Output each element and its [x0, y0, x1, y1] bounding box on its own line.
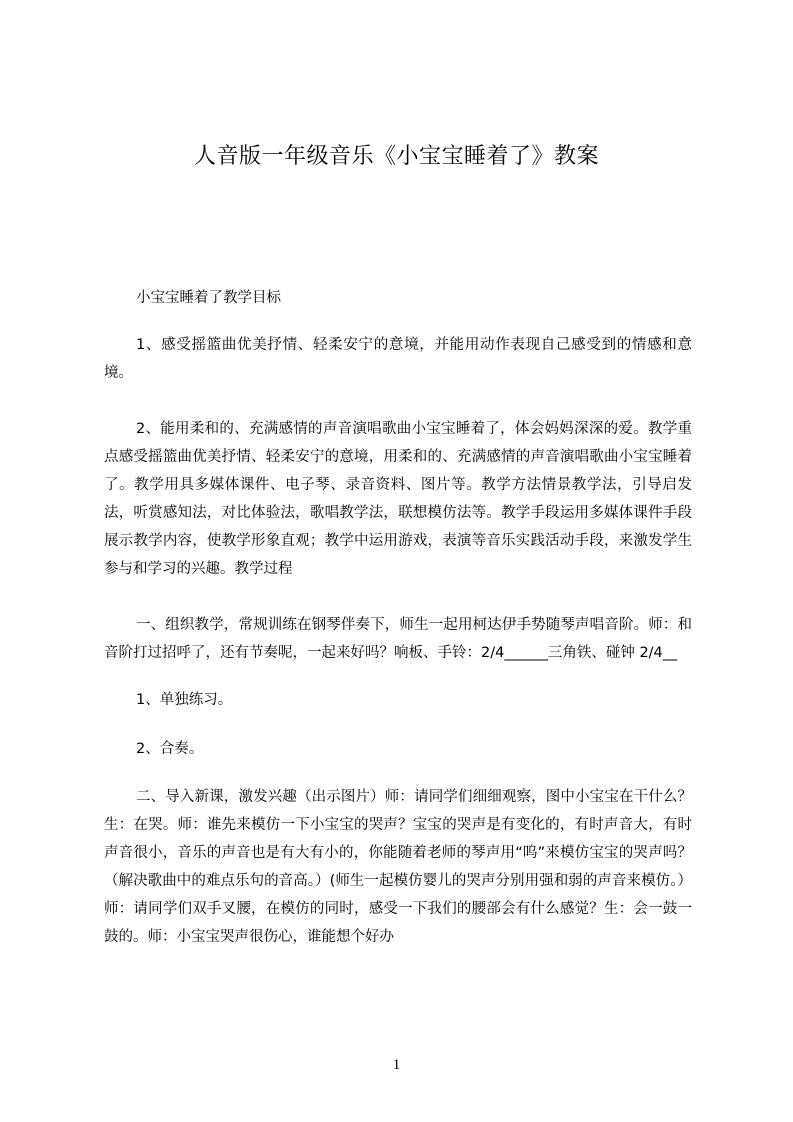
- section-heading-objectives: 小宝宝睡着了教学目标: [136, 290, 281, 306]
- paragraph-step-2: 二、导入新课，激发兴趣（出示图片）师：请同学们细细观察，图中小宝宝在干什么？生：在哭。师：谁先来模仿一下小宝宝的哭声？宝宝的哭声是有变化的，有时声音大，有时声音很小，音乐的声音也是有大有小的，你能随着老师的琴声用“呜”来模仿宝宝的哭声吗？（解决歌曲中的难点乐句的音高。）(师生一起模仿婴儿的哭声分别用强和弱的声音来模仿。）师：请同学们双手叉腰，在模仿的同时，感受一下我们的腰部会有什么感觉？生：会一鼓一鼓的。师：小宝宝哭声很伤心，谁能想个好办: [104, 789, 692, 945]
- paragraph-objective-1: 1、感受摇篮曲优美抒情、轻柔安宁的意境，并能用动作表现自己感受到的情感和意境。: [104, 337, 692, 381]
- page-number: 1: [392, 1057, 401, 1073]
- paragraph-solo-practice: 1、单独练习。: [136, 692, 233, 708]
- document-title: 人音版一年级音乐《小宝宝睡着了》教案: [193, 144, 599, 169]
- document-body: [104, 284, 692, 951]
- paragraph-objective-2: 2、能用柔和的、充满感情的声音演唱歌曲小宝宝睡着了，体会妈妈深深的爱。教学重点感受摇篮曲优美抒情、轻柔安宁的意境，用柔和的、充满感情的声音演唱歌曲小宝宝睡着了。教学用具多媒体课件、电子琴、录音资料、图片等。教学方法情景教学法，引导启发法，听赏感知法，对比体验法，歌唱教学法，联想模仿法等。教学手段运用多媒体课件手段展示教学内容，使教学形象直观；教学中运用游戏，表演等音乐实践活动手段，来激发学生参与和学习的兴趣。教学过程: [104, 421, 692, 577]
- paragraph-ensemble: 2、合奏。: [136, 741, 204, 757]
- paragraph-step-1: 一、组织教学，常规训练在钢琴伴奏下，师生一起用柯达伊手势随琴声唱音阶。师：和音阶打过招呼了，还有节奏呢，一起来好吗？响板、手铃：2/4______三角铁、碰钟 2/4__: [104, 617, 692, 661]
